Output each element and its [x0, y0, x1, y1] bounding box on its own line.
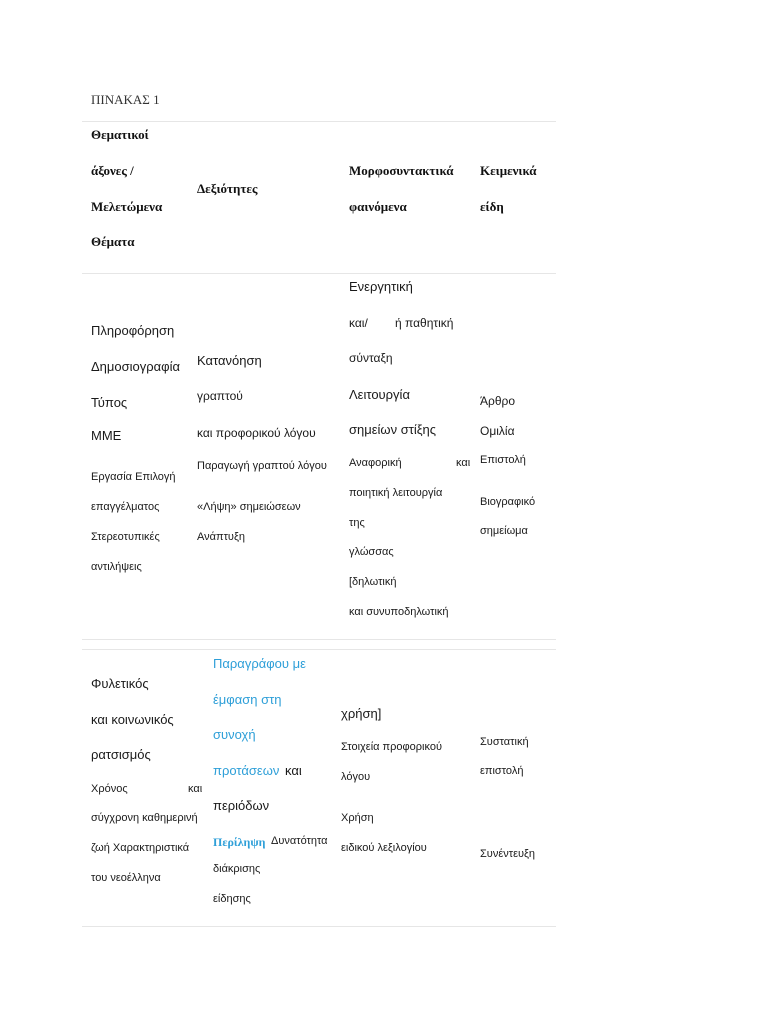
row2-col1-small-line: σύγχρονη καθημερινή [91, 812, 198, 824]
row1-col1-line: Δημοσιογραφία [91, 359, 181, 374]
row2-col3-small-line: λόγου [341, 771, 371, 783]
row1-col2-line: Κατανόηση [197, 353, 262, 368]
row2-col2-small-line: Δυνατότητα [271, 835, 328, 847]
row1-col1-line: ΜΜΕ [91, 428, 122, 443]
row1-col2-small-line: Παραγωγή γραπτού λόγου [197, 460, 327, 472]
row1-col2-line: γραπτού [197, 389, 243, 403]
row2-col1-small-line: Χρόνος [91, 783, 128, 795]
header-col1-line: Μελετώμενα [91, 199, 163, 214]
row2-col2-small-line: διάκρισης [213, 863, 261, 875]
row2-col3-small-line: ειδικού λεξιλογίου [341, 842, 427, 854]
row1-col4-line: Επιστολή [480, 454, 526, 466]
row1-col3-line: και/ [349, 316, 368, 330]
row2-col2-small-line: είδησης [213, 893, 251, 905]
row2-col2-blue-line: συνοχή [213, 727, 256, 742]
row2-col3-small-line: Χρήση [341, 812, 374, 824]
row1-col2-small-line: «Λήψη» σημειώσεων [197, 501, 301, 513]
row1-col2-small-line: Ανάπτυξη [197, 531, 245, 543]
row1-bottom-rule [82, 639, 556, 640]
row1-col3-small-line: και [456, 457, 471, 469]
page-title: ΠΙΝΑΚΑΣ 1 [91, 92, 160, 107]
row2-col2-line: περιόδων [213, 798, 270, 813]
row1-col1-line: Πληροφόρηση [91, 323, 175, 338]
row2-col4-line: επιστολή [480, 765, 524, 777]
row1-col4-line: Βιογραφικό [480, 496, 536, 508]
row2-col1-small-line: του νεοέλληνα [91, 872, 161, 884]
header-col2: Δεξιότητες [197, 181, 258, 196]
row1-col2-line: και προφορικού λόγου [197, 426, 316, 440]
row1-col3-line: σύνταξη [349, 351, 393, 365]
row2-col1-small-line: ζωή Χαρακτηριστικά [91, 842, 190, 854]
row1-col4-line: σημείωμα [480, 525, 528, 537]
table-top-rule [82, 121, 556, 122]
row2-col2-bold-term: Περίληψη [213, 835, 266, 849]
row1-col1-small-line: Στερεοτυπικές [91, 531, 160, 543]
row2-col4-line: Συνέντευξη [480, 848, 536, 860]
row2-col4-line: Συστατική [480, 736, 529, 748]
row1-col3-small-line: και συνυποδηλωτική [349, 606, 449, 618]
row2-col1-small-line: και [188, 783, 203, 795]
row1-col3-line: Λειτουργία [349, 387, 410, 402]
row2-top-rule [82, 649, 556, 650]
row2-col3-small-line: Στοιχεία προφορικού [341, 741, 442, 753]
row1-col3-small-line: της [349, 517, 365, 529]
header-col1-line: Θεματικοί [91, 127, 149, 142]
row1-col1-line: Τύπος [91, 395, 128, 410]
row1-col3-small-line: [δηλωτική [349, 576, 397, 588]
row1-col4-line: Ομιλία [480, 424, 515, 438]
row2-col1-line: και κοινωνικός [91, 712, 174, 727]
row2-col2-line: και [285, 763, 302, 778]
header-col3-line: Μορφοσυντακτικά [349, 163, 454, 178]
row1-col1-small-line: Εργασία Επιλογή [91, 471, 176, 483]
row2-col2-blue-line: Παραγράφου με [213, 656, 306, 671]
row1-col3-small-line: ποιητική λειτουργία [349, 487, 443, 499]
header-col1-line: άξονες / [91, 163, 134, 178]
row1-col3-small-line: Αναφορική [349, 457, 402, 469]
row1-col3-line: σημείων στίξης [349, 422, 437, 437]
row1-col1-small-line: αντιλήψεις [91, 561, 142, 573]
header-col3-line: φαινόμενα [349, 199, 407, 214]
header-bottom-rule [82, 273, 556, 274]
row1-col3-line: Ενεργητική [349, 279, 413, 294]
row1-col1-small-line: επαγγέλματος [91, 501, 160, 513]
header-col1-line: Θέματα [91, 234, 135, 249]
table-bottom-rule [82, 926, 556, 927]
row1-col3-line: ή παθητική [395, 316, 454, 330]
header-col4-line: Κειμενικά [480, 163, 537, 178]
row1-col3-small-line: γλώσσας [349, 546, 394, 558]
row1-col4-line: Άρθρο [480, 394, 516, 408]
header-col4-line: είδη [480, 199, 504, 214]
row2-col2-blue-line: έμφαση στη [213, 692, 282, 707]
row2-col1-line: Φυλετικός [91, 676, 149, 691]
row2-col1-line: ρατσισμός [91, 747, 151, 762]
row2-col3-line: χρήση] [341, 706, 382, 721]
row2-col2-blue-line: προτάσεων [213, 763, 280, 778]
